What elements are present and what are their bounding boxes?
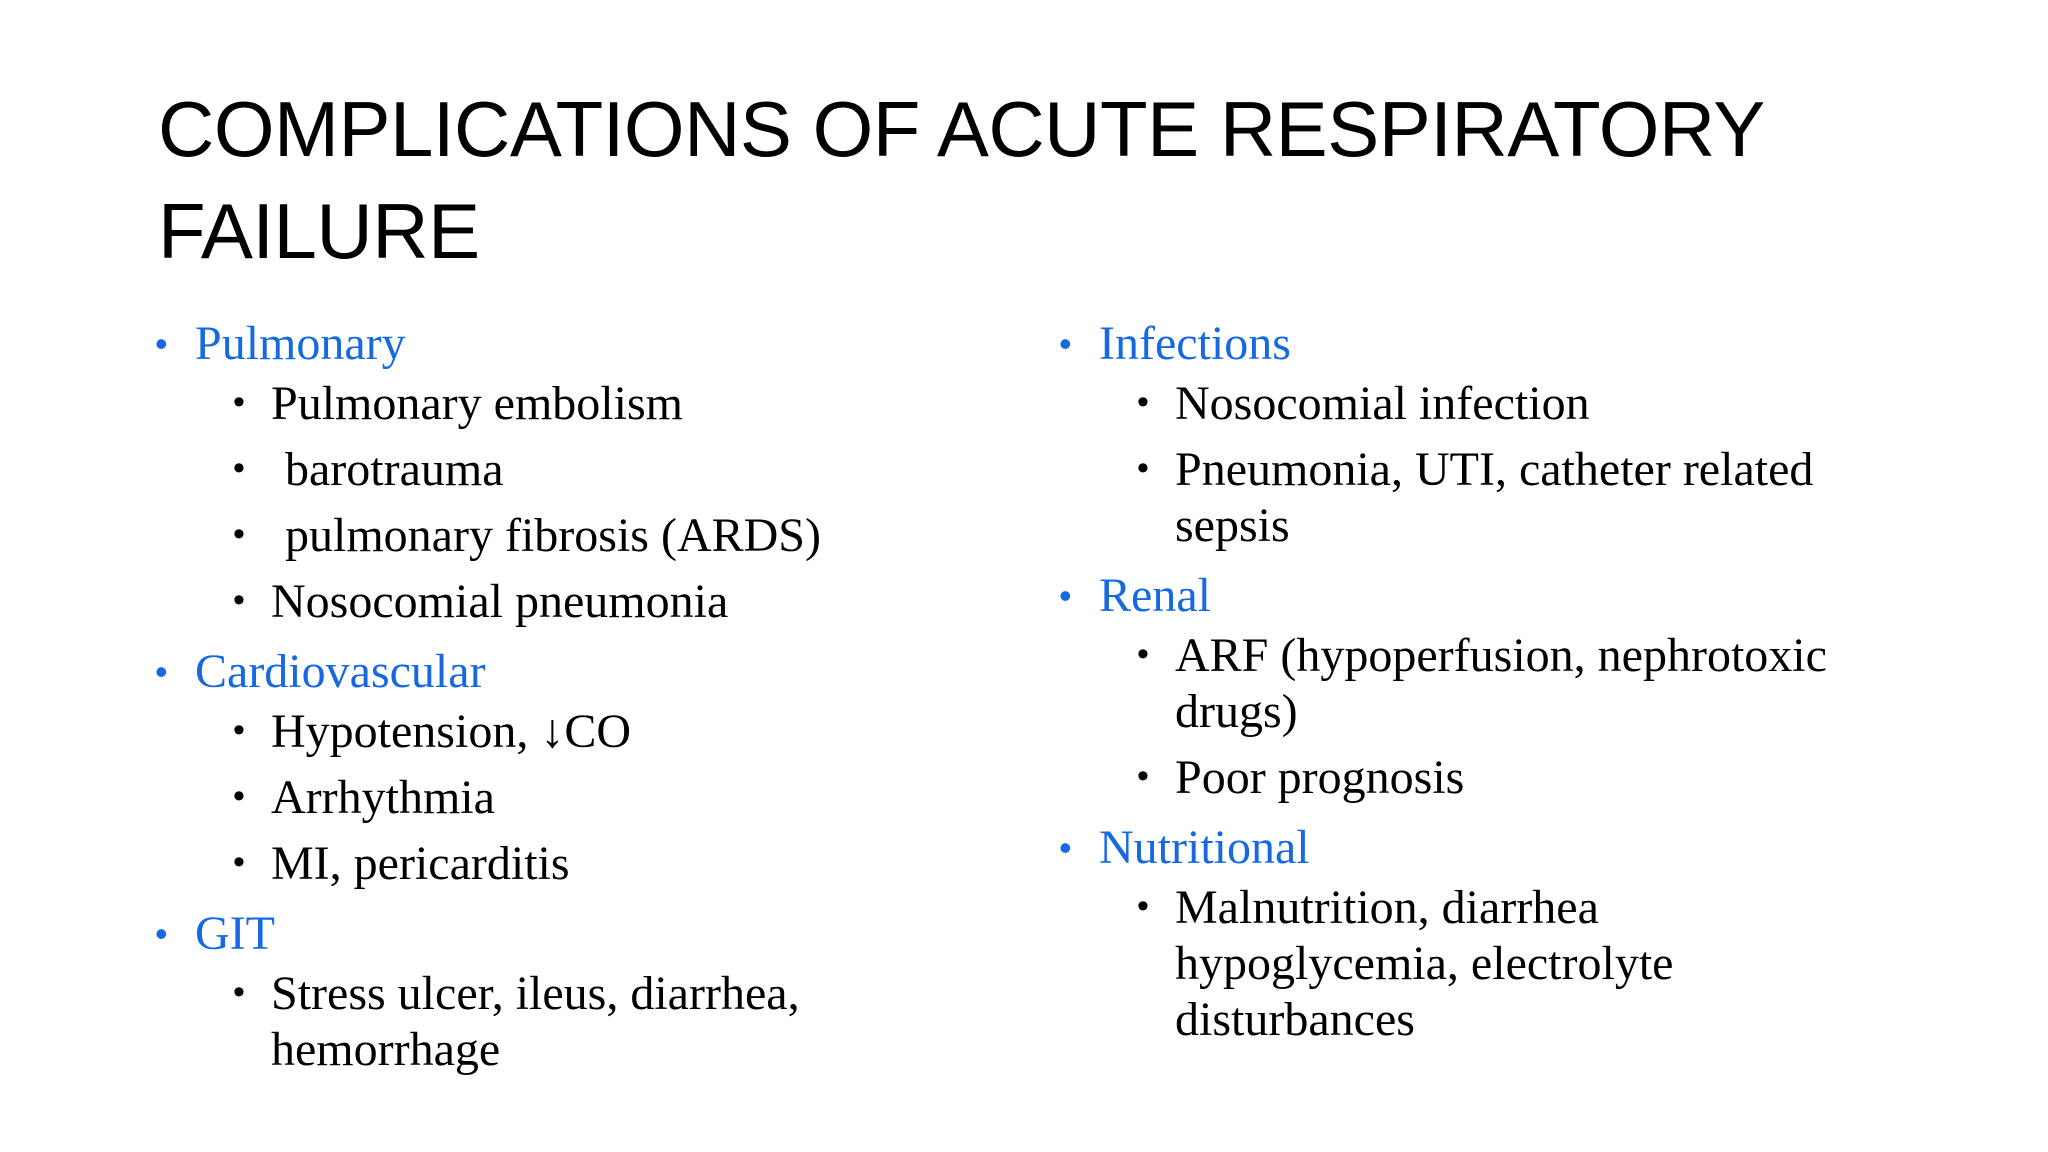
git-items (155, 966, 915, 1078)
right-column (1059, 312, 1959, 1058)
bullet-icon: • (1137, 887, 1149, 925)
category-pulmonary (155, 312, 1055, 376)
pulmonary-items (155, 376, 1055, 630)
list-item: • Arrhythmia (155, 770, 1055, 826)
list-item: • Malnutrition, diarrhea hypoglycemia, electrolyte disturbances (1059, 880, 1679, 1048)
category-infections (1059, 312, 1959, 376)
bullet-icon: • (1059, 323, 1072, 364)
category-cardiovascular (155, 640, 1055, 704)
bullet-icon: • (233, 449, 245, 487)
slide-title: COMPLICATIONS OF ACUTE RESPIRATORY FAILURE (158, 85, 1764, 275)
list-item: • Nosocomial pneumonia (155, 574, 1055, 630)
cardiovascular-items (155, 704, 1055, 892)
left-column (155, 312, 1055, 1088)
category-label: GIT (195, 907, 275, 960)
bullet-icon: • (1137, 449, 1149, 487)
list-item: • Nosocomial infection (1059, 376, 1889, 432)
bullet-icon: • (233, 843, 245, 881)
category-git (155, 902, 1055, 966)
category-nutritional (1059, 816, 1959, 880)
bullet-icon: • (1137, 383, 1149, 421)
nutritional-items (1059, 880, 1679, 1048)
bullet-icon: • (1137, 635, 1149, 673)
renal-items (1059, 628, 1899, 806)
list-item: • Poor prognosis (1059, 750, 1899, 806)
list-item: • MI, pericarditis (155, 836, 1055, 892)
category-renal (1059, 564, 1959, 628)
list-item: • Stress ulcer, ileus, diarrhea, hemorrhage (155, 966, 915, 1078)
category-label: Pulmonary (195, 317, 406, 370)
list-item: • Hypotension, ↓CO (155, 704, 1055, 760)
list-item: • barotrauma (155, 442, 1055, 498)
bullet-icon: • (1059, 575, 1072, 616)
bullet-icon: • (1059, 827, 1072, 868)
bullet-icon: • (155, 913, 168, 954)
list-item: • pulmonary fibrosis (ARDS) (155, 508, 1055, 564)
category-label: Renal (1099, 569, 1211, 622)
category-label: Nutritional (1099, 821, 1310, 874)
bullet-icon: • (233, 383, 245, 421)
category-label: Infections (1099, 317, 1291, 370)
bullet-icon: • (155, 323, 168, 364)
bullet-icon: • (1137, 757, 1149, 795)
bullet-icon: • (233, 973, 245, 1011)
bullet-icon: • (233, 581, 245, 619)
bullet-icon: • (233, 777, 245, 815)
list-item: • Pneumonia, UTI, catheter related sepsis (1059, 442, 1889, 554)
category-label: Cardiovascular (195, 645, 486, 698)
bullet-icon: • (233, 711, 245, 749)
list-item: • ARF (hypoperfusion, nephrotoxic drugs) (1059, 628, 1899, 740)
bullet-icon: • (155, 651, 168, 692)
bullet-icon: • (233, 515, 245, 553)
list-item: • Pulmonary embolism (155, 376, 1055, 432)
infections-items (1059, 376, 1889, 554)
